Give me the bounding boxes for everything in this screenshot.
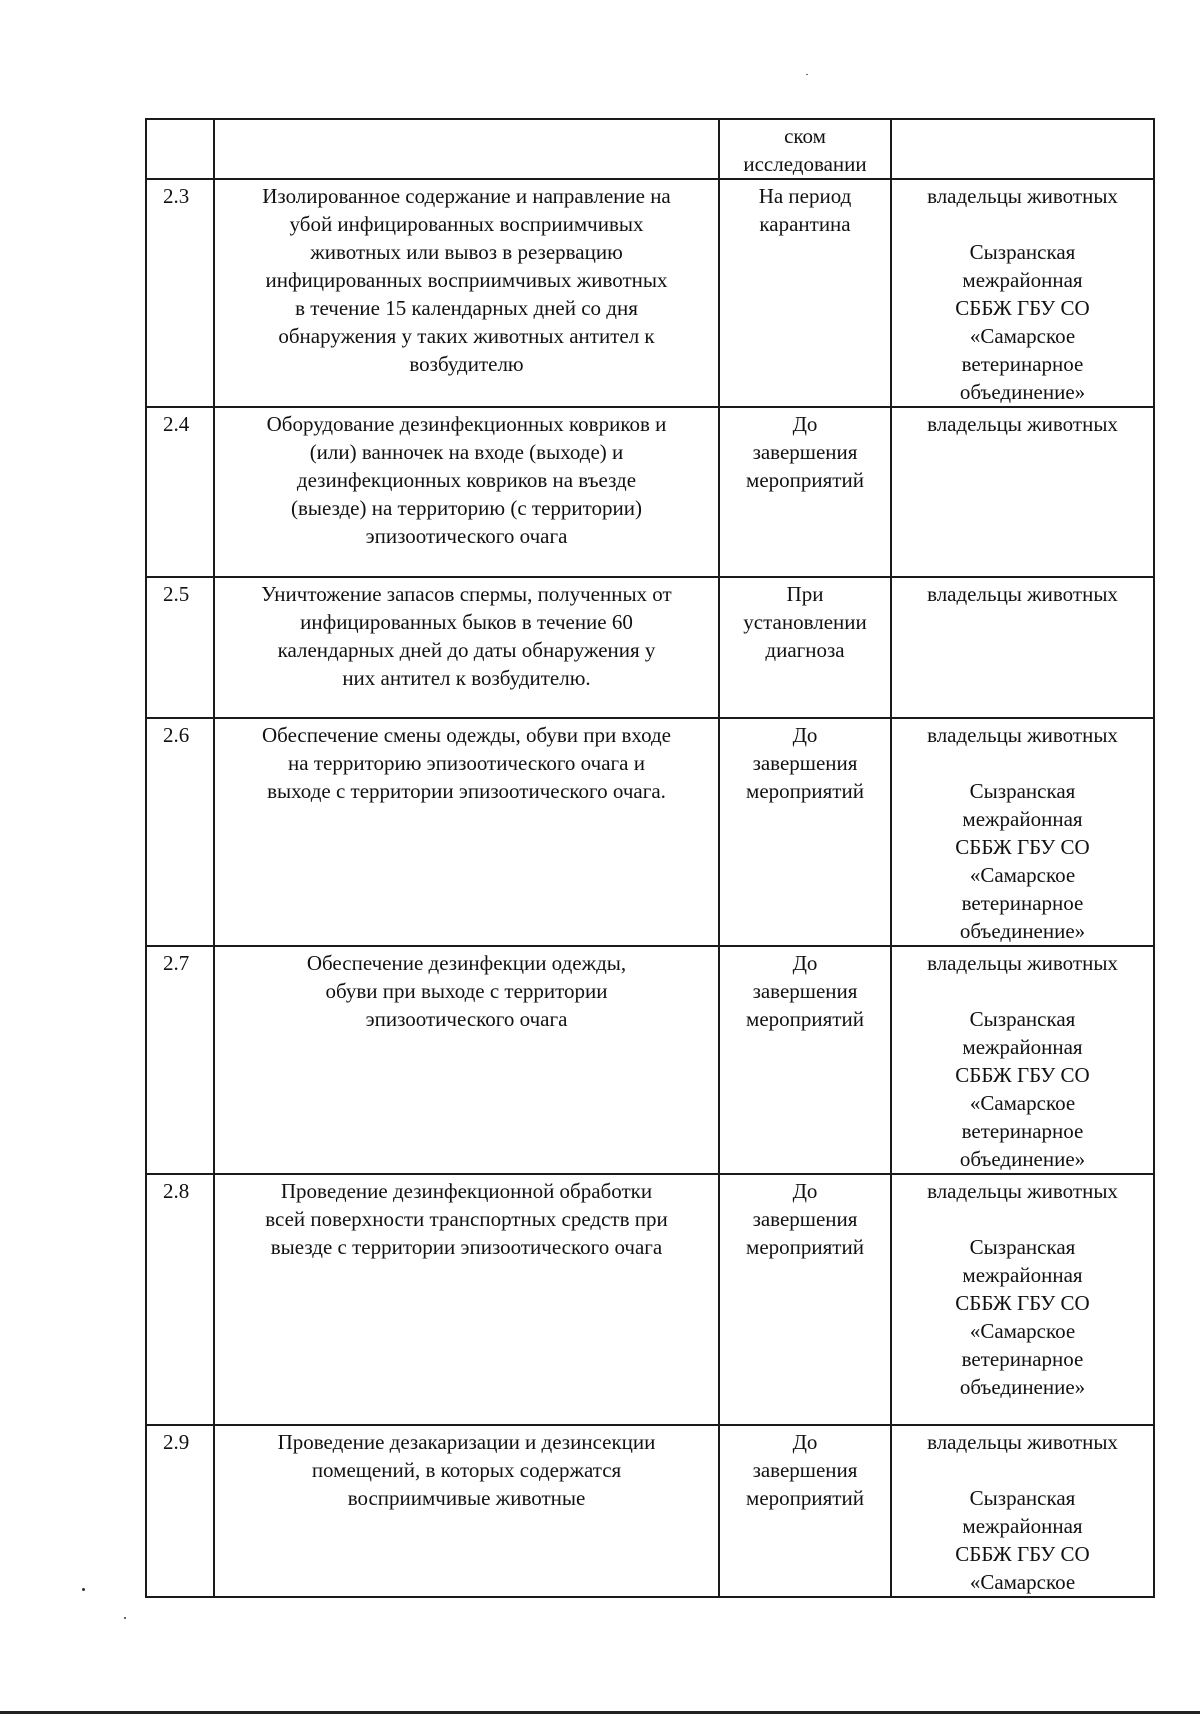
period-line: мероприятий	[746, 779, 864, 803]
blank-line	[898, 749, 1147, 777]
scan-speck	[124, 1617, 126, 1619]
responsible-line: Сызранская	[969, 1007, 1076, 1031]
period-line: На период	[758, 184, 852, 208]
table-row	[146, 577, 1154, 718]
responsible-line: «Самарское	[969, 1570, 1076, 1594]
measure-line: обнаружения у таких животных антител к	[278, 324, 655, 348]
measure-line: (или) ванночек на входе (выходе) и	[309, 440, 624, 464]
responsible-cell	[891, 179, 1154, 407]
measure-line: эпизоотического очага	[365, 1007, 568, 1031]
measure-line: них антител к возбудителю.	[342, 666, 591, 690]
period-line: До	[792, 1179, 818, 1203]
responsible-line: межрайонная	[962, 1263, 1083, 1287]
responsible-line: межрайонная	[962, 268, 1083, 292]
scan-speck	[82, 1588, 85, 1591]
responsible-line: владельцы животных	[927, 1179, 1118, 1203]
responsible-line: СББЖ ГБУ СО	[955, 1063, 1090, 1087]
period-line: мероприятий	[746, 1486, 864, 1510]
period-line: До	[792, 951, 818, 975]
responsible-line: ветеринарное	[961, 352, 1084, 376]
responsible-line: СББЖ ГБУ СО	[955, 835, 1090, 859]
period-line: диагноза	[765, 638, 845, 662]
period-line: завершения	[752, 979, 858, 1003]
measure-line: обуви при выходе с территории	[325, 979, 608, 1003]
measure-line: всей поверхности транспортных средств при	[265, 1207, 668, 1231]
responsible-cell	[891, 946, 1154, 1174]
measure-line: на территорию эпизоотического очага и	[288, 751, 645, 775]
responsible-line: ветеринарное	[961, 891, 1084, 915]
responsible-cell	[891, 577, 1154, 718]
measure-line: календарных дней до даты обнаружения у	[277, 638, 656, 662]
measures-table	[145, 118, 1155, 1598]
measure-line: инфицированных быков в течение 60	[300, 610, 633, 634]
responsible-line: межрайонная	[962, 1514, 1083, 1538]
period-cell	[719, 119, 891, 179]
period-line: До	[792, 723, 818, 747]
table-row	[146, 946, 1154, 1174]
measure-line: дезинфекционных ковриков на въезде	[296, 468, 637, 492]
period-cell	[719, 1174, 891, 1425]
measure-line: восприимчивые животные	[347, 1486, 586, 1510]
responsible-cell	[891, 1425, 1154, 1597]
row-number-cell	[146, 119, 214, 179]
scan-edge-line	[0, 1711, 1200, 1714]
responsible-cell	[891, 718, 1154, 946]
responsible-line: «Самарское	[969, 1091, 1076, 1115]
measure-line: Изолированное содержание и направление на	[262, 184, 671, 208]
table-row	[146, 179, 1154, 407]
period-line: завершения	[752, 440, 858, 464]
scan-speck	[806, 74, 808, 75]
measure-cell	[214, 119, 719, 179]
row-number-cell: 2.5	[146, 577, 214, 718]
responsible-line: владельцы животных	[927, 951, 1118, 975]
responsible-line: ветеринарное	[961, 1347, 1084, 1371]
responsible-line: «Самарское	[969, 863, 1076, 887]
table-row	[146, 119, 1154, 179]
period-line: установлении	[743, 610, 867, 634]
period-cell	[719, 718, 891, 946]
measure-cell	[214, 577, 719, 718]
measure-line: Оборудование дезинфекционных ковриков и	[266, 412, 667, 436]
period-cell	[719, 179, 891, 407]
responsible-line: владельцы животных	[927, 412, 1118, 436]
table-row	[146, 718, 1154, 946]
measure-line: эпизоотического очага	[365, 524, 568, 548]
period-line: При	[786, 582, 824, 606]
row-number-cell: 2.8	[146, 1174, 214, 1425]
measure-line: Обеспечение дезинфекции одежды,	[306, 951, 627, 975]
responsible-line: владельцы животных	[927, 723, 1118, 747]
measures-table-body	[146, 119, 1154, 1597]
measure-line: выходе с территории эпизоотического очага.	[267, 779, 666, 803]
table-row	[146, 1174, 1154, 1425]
measure-line: Обеспечение смены одежды, обуви при входе	[262, 723, 671, 747]
measure-line: в течение 15 календарных дней со дня	[295, 296, 638, 320]
responsible-line: Сызранская	[969, 1235, 1076, 1259]
period-cell	[719, 1425, 891, 1597]
responsible-line: «Самарское	[969, 1319, 1076, 1343]
responsible-line: Сызранская	[969, 779, 1076, 803]
row-number-cell: 2.7	[146, 946, 214, 1174]
row-number-cell: 2.6	[146, 718, 214, 946]
measure-line: возбудителю	[409, 352, 524, 376]
row-number-cell: 2.3	[146, 179, 214, 407]
period-line: мероприятий	[746, 1007, 864, 1031]
responsible-line: объединение»	[959, 1147, 1086, 1171]
responsible-line: ветеринарное	[961, 1119, 1084, 1143]
blank-line	[898, 1456, 1147, 1484]
period-cell	[719, 946, 891, 1174]
measure-line: Уничтожение запасов спермы, полученных от	[261, 582, 672, 606]
blank-line	[898, 977, 1147, 1005]
responsible-line: владельцы животных	[927, 1430, 1118, 1454]
responsible-line: межрайонная	[962, 807, 1083, 831]
responsible-line: межрайонная	[962, 1035, 1083, 1059]
period-line: мероприятий	[746, 468, 864, 492]
measure-cell	[214, 179, 719, 407]
blank-line	[898, 210, 1147, 238]
measure-line: (выезде) на территорию (с территории)	[290, 496, 643, 520]
period-line: До	[792, 1430, 818, 1454]
period-line: мероприятий	[746, 1235, 864, 1259]
period-line: ском	[784, 124, 826, 148]
responsible-line: «Самарское	[969, 324, 1076, 348]
responsible-line: Сызранская	[969, 1486, 1076, 1510]
measure-cell	[214, 718, 719, 946]
measure-cell	[214, 1425, 719, 1597]
responsible-line: объединение»	[959, 919, 1086, 943]
measure-cell	[214, 1174, 719, 1425]
responsible-line: объединение»	[959, 1375, 1086, 1399]
responsible-line: объединение»	[959, 380, 1086, 404]
measure-line: Проведение дезинфекционной обработки	[280, 1179, 653, 1203]
period-line: карантина	[759, 212, 851, 236]
row-number-cell: 2.4	[146, 407, 214, 577]
responsible-line: владельцы животных	[927, 582, 1118, 606]
period-cell	[719, 577, 891, 718]
responsible-cell	[891, 119, 1154, 179]
measure-line: выезде с территории эпизоотического очага	[270, 1235, 663, 1259]
responsible-line: СББЖ ГБУ СО	[955, 296, 1090, 320]
measure-line: убой инфицированных восприимчивых	[289, 212, 644, 236]
period-line: завершения	[752, 1458, 858, 1482]
period-line: исследовании	[743, 152, 867, 176]
responsible-line: Сызранская	[969, 240, 1076, 264]
responsible-cell	[891, 407, 1154, 577]
responsible-line: владельцы животных	[927, 184, 1118, 208]
measure-cell	[214, 407, 719, 577]
responsible-cell	[891, 1174, 1154, 1425]
period-line: завершения	[752, 1207, 858, 1231]
period-cell	[719, 407, 891, 577]
responsible-line: СББЖ ГБУ СО	[955, 1291, 1090, 1315]
table-row	[146, 1425, 1154, 1597]
measure-line: Проведение дезакаризации и дезинсекции	[277, 1430, 656, 1454]
measure-line: инфицированных восприимчивых животных	[265, 268, 668, 292]
period-line: До	[792, 412, 818, 436]
blank-line	[898, 1205, 1147, 1233]
row-number-cell: 2.9	[146, 1425, 214, 1597]
measure-line: животных или вывоз в резервацию	[310, 240, 623, 264]
period-line: завершения	[752, 751, 858, 775]
table-row	[146, 407, 1154, 577]
measure-cell	[214, 946, 719, 1174]
measure-line: помещений, в которых содержатся	[311, 1458, 622, 1482]
responsible-line: СББЖ ГБУ СО	[955, 1542, 1090, 1566]
